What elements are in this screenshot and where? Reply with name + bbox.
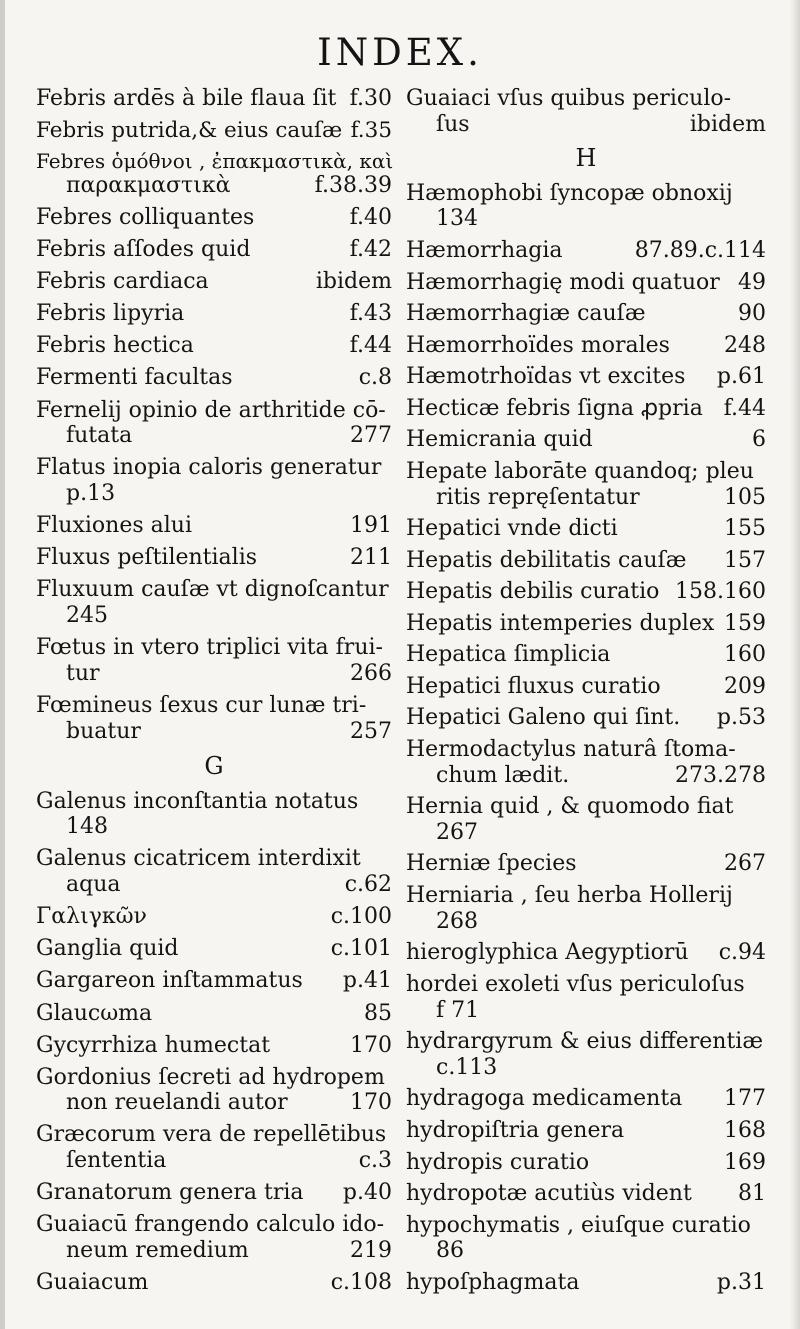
entry-term: Hemicrania quid	[406, 427, 593, 453]
entry-page-ref: 248	[724, 332, 766, 358]
page-edge-right	[790, 0, 800, 1329]
entry-page-ref: 49	[738, 269, 766, 295]
index-entry	[406, 642, 766, 668]
entry-term: Hecticæ febris ſigna ꝓpria	[406, 395, 703, 421]
entry-line	[36, 1180, 392, 1206]
index-entry	[406, 459, 766, 510]
entry-term: Herniæ ſpecies	[406, 851, 577, 877]
entry-line	[36, 936, 392, 962]
entry-page-ref: 267	[724, 851, 766, 877]
index-entry	[36, 1001, 392, 1027]
index-entry	[406, 333, 766, 359]
entry-term: hydrargyrum & eius differentiæ	[406, 1029, 763, 1055]
index-entry	[406, 1270, 766, 1296]
entry-continuation-line	[36, 603, 392, 629]
entry-line	[36, 968, 392, 994]
index-entry	[36, 693, 392, 744]
entry-line	[406, 579, 766, 605]
entry-page-ref: 277	[350, 423, 392, 449]
entry-term: c.113	[436, 1054, 498, 1080]
index-entry	[36, 269, 392, 295]
entry-page-ref: 219	[350, 1238, 392, 1264]
entry-continuation-line	[36, 872, 392, 898]
entry-page-ref: 257	[350, 718, 392, 744]
index-column-right	[406, 86, 766, 1296]
entry-term: tur	[66, 660, 100, 686]
index-entry	[36, 1180, 392, 1206]
entry-line	[36, 205, 392, 231]
entry-line	[406, 1213, 766, 1239]
index-entry	[36, 237, 392, 263]
entry-page-ref: 157	[724, 547, 766, 573]
page-title: INDEX.	[317, 31, 483, 74]
index-entry	[406, 611, 766, 637]
entry-term: Hepatica ſimplicia	[406, 642, 611, 668]
entry-page-ref: 6	[752, 427, 766, 453]
index-entry	[406, 940, 766, 966]
entry-line	[36, 904, 392, 930]
entry-term: 134	[436, 206, 478, 232]
entry-line	[36, 789, 392, 815]
entry-line	[36, 1122, 392, 1148]
index-entry	[36, 846, 392, 897]
entry-page-ref: f.42	[349, 237, 392, 263]
entry-term: παρακμαστικὰ	[66, 172, 231, 198]
entry-term: Fœmineus ſexus cur lunæ tri-	[36, 692, 367, 718]
entry-page-ref: 170	[350, 1032, 392, 1058]
entry-term: Galenus inconſtantia notatus	[36, 788, 359, 814]
entry-line	[36, 577, 392, 603]
entry-line	[406, 364, 766, 390]
index-entry	[406, 548, 766, 574]
index-entry	[36, 545, 392, 571]
entry-line	[36, 513, 392, 539]
index-entry	[406, 1150, 766, 1176]
entry-term: 268	[436, 908, 478, 934]
entry-page-ref: 81	[738, 1181, 766, 1207]
index-entry	[36, 1033, 392, 1059]
index-entry	[36, 936, 392, 962]
entry-continuation-line	[406, 763, 766, 789]
entry-line	[36, 118, 392, 143]
entry-term: Febris hectica	[36, 333, 194, 359]
entry-term: aqua	[66, 872, 121, 898]
entry-term: Febris cardiaca	[36, 269, 209, 295]
entry-line	[36, 333, 392, 359]
entry-term: Gordonius ſecreti ad hydropem	[36, 1064, 385, 1090]
entry-term: hydropotæ acutiùs vident	[406, 1181, 692, 1207]
index-entry	[36, 1122, 392, 1173]
entry-line	[406, 333, 766, 359]
entry-line	[406, 1086, 766, 1112]
entry-continuation-line	[36, 1148, 392, 1174]
entry-continuation-line	[406, 1238, 766, 1264]
entry-term: f 71	[436, 997, 480, 1023]
entry-term: Febres ὁμόθνοι , ἐπακμαστικὰ, καὶ	[36, 148, 394, 173]
index-entry	[36, 789, 392, 840]
entry-term: Γαλιγκῶν	[36, 904, 147, 930]
entry-continuation-line	[406, 1055, 766, 1081]
entry-term: Febris ardēs à bile flaua ſit	[36, 86, 337, 111]
entry-term: Hermodactylus naturâ ſtoma-	[406, 736, 736, 762]
entry-term: Hepate laborāte quandoq; pleu	[406, 458, 754, 484]
index-entry	[36, 118, 392, 143]
entry-line	[36, 1001, 392, 1027]
entry-term: Guaiacū frangendo calculo ido-	[36, 1212, 385, 1238]
entry-page-ref: 105	[724, 484, 766, 510]
entry-term: Granatorum genera tria	[36, 1180, 304, 1206]
entry-term: Flatus inopia caloris generatur	[36, 455, 382, 481]
entry-term: hydropiſtria genera	[406, 1117, 625, 1143]
entry-term: hieroglyphica Aegyptiorū	[406, 940, 689, 966]
index-entry	[406, 181, 766, 232]
entry-term: Fluxus peſtilentialis	[36, 545, 258, 571]
entry-page-ref: c.108	[330, 1270, 392, 1296]
entry-term: Ganglia quid	[36, 936, 179, 962]
entry-term: Hæmophobi ſyncopæ obnoxij	[406, 180, 733, 206]
entry-line	[406, 427, 766, 453]
entry-line	[406, 1150, 766, 1176]
entry-line	[406, 86, 766, 112]
entry-continuation-line	[406, 206, 766, 232]
entry-term: Hepatici Galeno qui ſint.	[406, 705, 681, 731]
entry-line	[406, 737, 766, 763]
entry-term: 245	[66, 603, 108, 629]
entry-page-ref: 155	[724, 516, 766, 542]
entry-term: Galenus cicatricem interdixit	[36, 846, 361, 872]
entry-term: 86	[436, 1238, 464, 1264]
entry-line	[406, 1118, 766, 1144]
entry-term: Hæmotrhoïdas vt excites	[406, 364, 686, 390]
index-entry	[36, 398, 392, 449]
entry-page-ref: c.101	[330, 936, 392, 962]
index-entry	[36, 86, 392, 112]
entry-line	[406, 972, 766, 998]
entry-page-ref: c.62	[344, 872, 392, 898]
entry-term: neum remedium	[66, 1238, 249, 1264]
index-entry	[406, 516, 766, 542]
entry-line	[36, 693, 392, 719]
entry-page-ref: f.30	[349, 86, 392, 111]
entry-continuation-line	[36, 173, 392, 199]
index-entry	[406, 794, 766, 845]
index-column-left	[36, 86, 392, 1296]
entry-line	[36, 150, 392, 173]
entry-page-ref: 273.278	[675, 762, 766, 788]
index-entry	[36, 577, 392, 628]
page-edge-left	[0, 0, 5, 1329]
entry-continuation-line	[36, 814, 392, 840]
entry-page-ref: f.43	[349, 301, 392, 327]
entry-continuation-line	[406, 998, 766, 1024]
index-entry	[36, 365, 392, 391]
index-entry	[406, 364, 766, 390]
index-entry	[406, 737, 766, 788]
entry-page-ref: 85	[364, 1000, 392, 1026]
entry-line	[36, 545, 392, 571]
entry-page-ref: 177	[724, 1086, 766, 1112]
entry-line	[36, 237, 392, 263]
entry-page-ref: 87.89.c.114	[634, 237, 766, 263]
entry-line	[406, 516, 766, 542]
entry-page-ref: p.40	[342, 1180, 392, 1206]
entry-line	[406, 238, 766, 264]
entry-continuation-line	[406, 112, 766, 138]
entry-line	[406, 940, 766, 966]
entry-line	[36, 635, 392, 661]
index-entry	[36, 635, 392, 686]
entry-page-ref: c.100	[330, 904, 392, 930]
entry-term: p.13	[66, 481, 116, 507]
entry-line	[36, 1033, 392, 1059]
entry-line	[406, 1029, 766, 1055]
entry-term: hydropis curatio	[406, 1149, 590, 1175]
entry-page-ref: p.61	[716, 364, 766, 390]
entry-term: futata	[66, 423, 133, 449]
entry-line	[406, 181, 766, 207]
entry-page-ref: c.8	[358, 365, 392, 391]
entry-term: Hæmorrhagia	[406, 237, 563, 263]
entry-page-ref: c.3	[358, 1148, 392, 1174]
index-entry	[406, 1213, 766, 1264]
index-entry	[406, 1029, 766, 1080]
entry-term: Hepatici vnde dicti	[406, 516, 618, 542]
index-entry	[406, 1086, 766, 1112]
entry-continuation-line	[406, 485, 766, 511]
index-entry	[36, 968, 392, 994]
entry-continuation-line	[406, 909, 766, 935]
index-entry	[36, 513, 392, 539]
entry-term: non reuelandi autor	[66, 1090, 288, 1116]
entry-term: Febris lipyria	[36, 301, 185, 327]
entry-line	[406, 1181, 766, 1207]
entry-line	[406, 548, 766, 574]
entry-term: Hernia quid , & quomodo fiat	[406, 794, 734, 820]
entry-term: Glaucωma	[36, 1000, 153, 1026]
entry-line	[36, 846, 392, 872]
entry-term: chum lædit.	[436, 762, 570, 788]
entry-term: Guaiacum	[36, 1270, 149, 1296]
entry-line	[36, 301, 392, 327]
entry-line	[406, 1270, 766, 1296]
index-entry	[406, 972, 766, 1023]
entry-page-ref: p.41	[342, 968, 392, 994]
entry-page-ref: 159	[724, 610, 766, 636]
entry-line	[36, 455, 392, 481]
entry-term: Gycyrrhiza humectat	[36, 1032, 271, 1058]
letter-heading: H	[575, 144, 597, 173]
index-entry	[406, 86, 766, 137]
index-entry	[406, 396, 766, 422]
entry-page-ref: 170	[350, 1090, 392, 1116]
entry-term: Hæmorrhoïdes morales	[406, 332, 670, 358]
entry-term: Fermenti facultas	[36, 365, 233, 391]
entry-page-ref: c.94	[718, 940, 766, 966]
entry-page-ref: p.53	[716, 705, 766, 731]
index-entry	[406, 301, 766, 327]
entry-page-ref: 191	[350, 513, 392, 539]
entry-line	[406, 851, 766, 877]
entry-term: hordei exoleti vſus periculoſus	[406, 971, 745, 997]
entry-term: hypoſphagmata	[406, 1269, 580, 1295]
index-entry	[406, 427, 766, 453]
entry-line	[36, 269, 392, 295]
entry-line	[406, 883, 766, 909]
entry-line	[406, 642, 766, 668]
entry-line	[406, 794, 766, 820]
entry-line	[406, 270, 766, 296]
entry-term: 267	[436, 819, 478, 845]
entry-term: Hepatis debilitatis cauſæ	[406, 547, 687, 573]
entry-page-ref: 211	[350, 545, 392, 571]
entry-page-ref: p.31	[716, 1269, 766, 1295]
entry-term: hypochymatis , eiuſque curatio	[406, 1212, 751, 1238]
entry-term: Hæmorrhagiæ cauſæ	[406, 301, 646, 327]
entry-line	[406, 705, 766, 731]
entry-continuation-line	[36, 1090, 392, 1116]
entry-term: Fœtus in vtero triplici vita frui-	[36, 635, 383, 661]
entry-line	[406, 611, 766, 637]
entry-term: Febres colliquantes	[36, 205, 255, 231]
index-entry	[36, 904, 392, 930]
entry-term: Hepatis intemperies duplex	[406, 610, 715, 636]
entry-page-ref: f.35	[350, 118, 392, 144]
entry-continuation-line	[406, 820, 766, 846]
entry-term: hydragoga medicamenta	[406, 1086, 683, 1112]
index-entry	[406, 238, 766, 264]
entry-term: Fluxiones alui	[36, 513, 192, 539]
index-entry	[406, 579, 766, 605]
index-entry	[36, 150, 392, 199]
index-entry	[406, 883, 766, 934]
index-entry	[406, 851, 766, 877]
entry-line	[36, 1212, 392, 1238]
entry-term: Guaiaci vſus quibus periculo-	[406, 86, 732, 111]
entry-page-ref: 209	[724, 673, 766, 699]
entry-term: Herniaria , ſeu herba Hollerij	[406, 883, 733, 909]
entry-term: buatur	[66, 718, 141, 744]
index-entry	[36, 1212, 392, 1263]
entry-line	[36, 86, 392, 112]
entry-continuation-line	[36, 481, 392, 507]
entry-continuation-line	[36, 423, 392, 449]
index-entry	[406, 270, 766, 296]
index-entry	[406, 1118, 766, 1144]
entry-term: Fluxuum cauſæ vt dignoſcantur	[36, 577, 389, 603]
index-entry	[406, 705, 766, 731]
entry-page-ref: 168	[724, 1117, 766, 1143]
entry-term: Febris putrida,& eius cauſæ	[36, 118, 343, 144]
entry-line	[406, 396, 766, 422]
entry-term: Hepatici fluxus curatio	[406, 673, 661, 699]
index-entry	[36, 1270, 392, 1296]
entry-page-ref: 160	[724, 642, 766, 668]
entry-line	[406, 674, 766, 700]
entry-continuation-line	[36, 661, 392, 687]
entry-page-ref: ibidem	[689, 111, 766, 137]
entry-term: ritis repręſentatur	[436, 484, 640, 510]
index-entry	[36, 205, 392, 231]
entry-term: Hæmorrhagię modi quatuor	[406, 269, 720, 295]
entry-page-ref: 169	[724, 1149, 766, 1175]
entry-page-ref: 158.160	[675, 579, 766, 605]
index-entry	[36, 333, 392, 359]
entry-term: Græcorum vera de repellētibus	[36, 1122, 387, 1148]
entry-page-ref: ibidem	[315, 269, 392, 295]
entry-line	[36, 365, 392, 391]
entry-page-ref: f.38.39	[314, 172, 392, 198]
entry-page-ref: 266	[350, 660, 392, 686]
entry-term: Febris aſſodes quid	[36, 237, 251, 263]
entry-line	[36, 1065, 392, 1091]
entry-term: ſententia	[66, 1148, 167, 1174]
entry-term: Hepatis debilis curatio	[406, 579, 660, 605]
entry-page-ref: f.44	[349, 333, 392, 359]
entry-page-ref: f.44	[723, 395, 766, 421]
letter-heading: G	[204, 751, 224, 780]
entry-term: ſus	[436, 111, 470, 137]
index-entry	[36, 1065, 392, 1116]
entry-term: 148	[66, 814, 108, 840]
entry-line	[406, 459, 766, 485]
entry-line	[36, 398, 392, 424]
index-entry	[406, 674, 766, 700]
entry-page-ref: 90	[738, 301, 766, 327]
entry-continuation-line	[36, 719, 392, 745]
entry-continuation-line	[36, 1238, 392, 1264]
entry-page-ref: f.40	[349, 205, 392, 231]
entry-line	[36, 1270, 392, 1296]
entry-term: Fernelij opinio de arthritide cō-	[36, 397, 386, 423]
index-entry	[36, 301, 392, 327]
index-entry	[406, 1181, 766, 1207]
entry-line	[406, 301, 766, 327]
entry-term: Gargareon inſtammatus	[36, 968, 303, 994]
index-entry	[36, 455, 392, 506]
